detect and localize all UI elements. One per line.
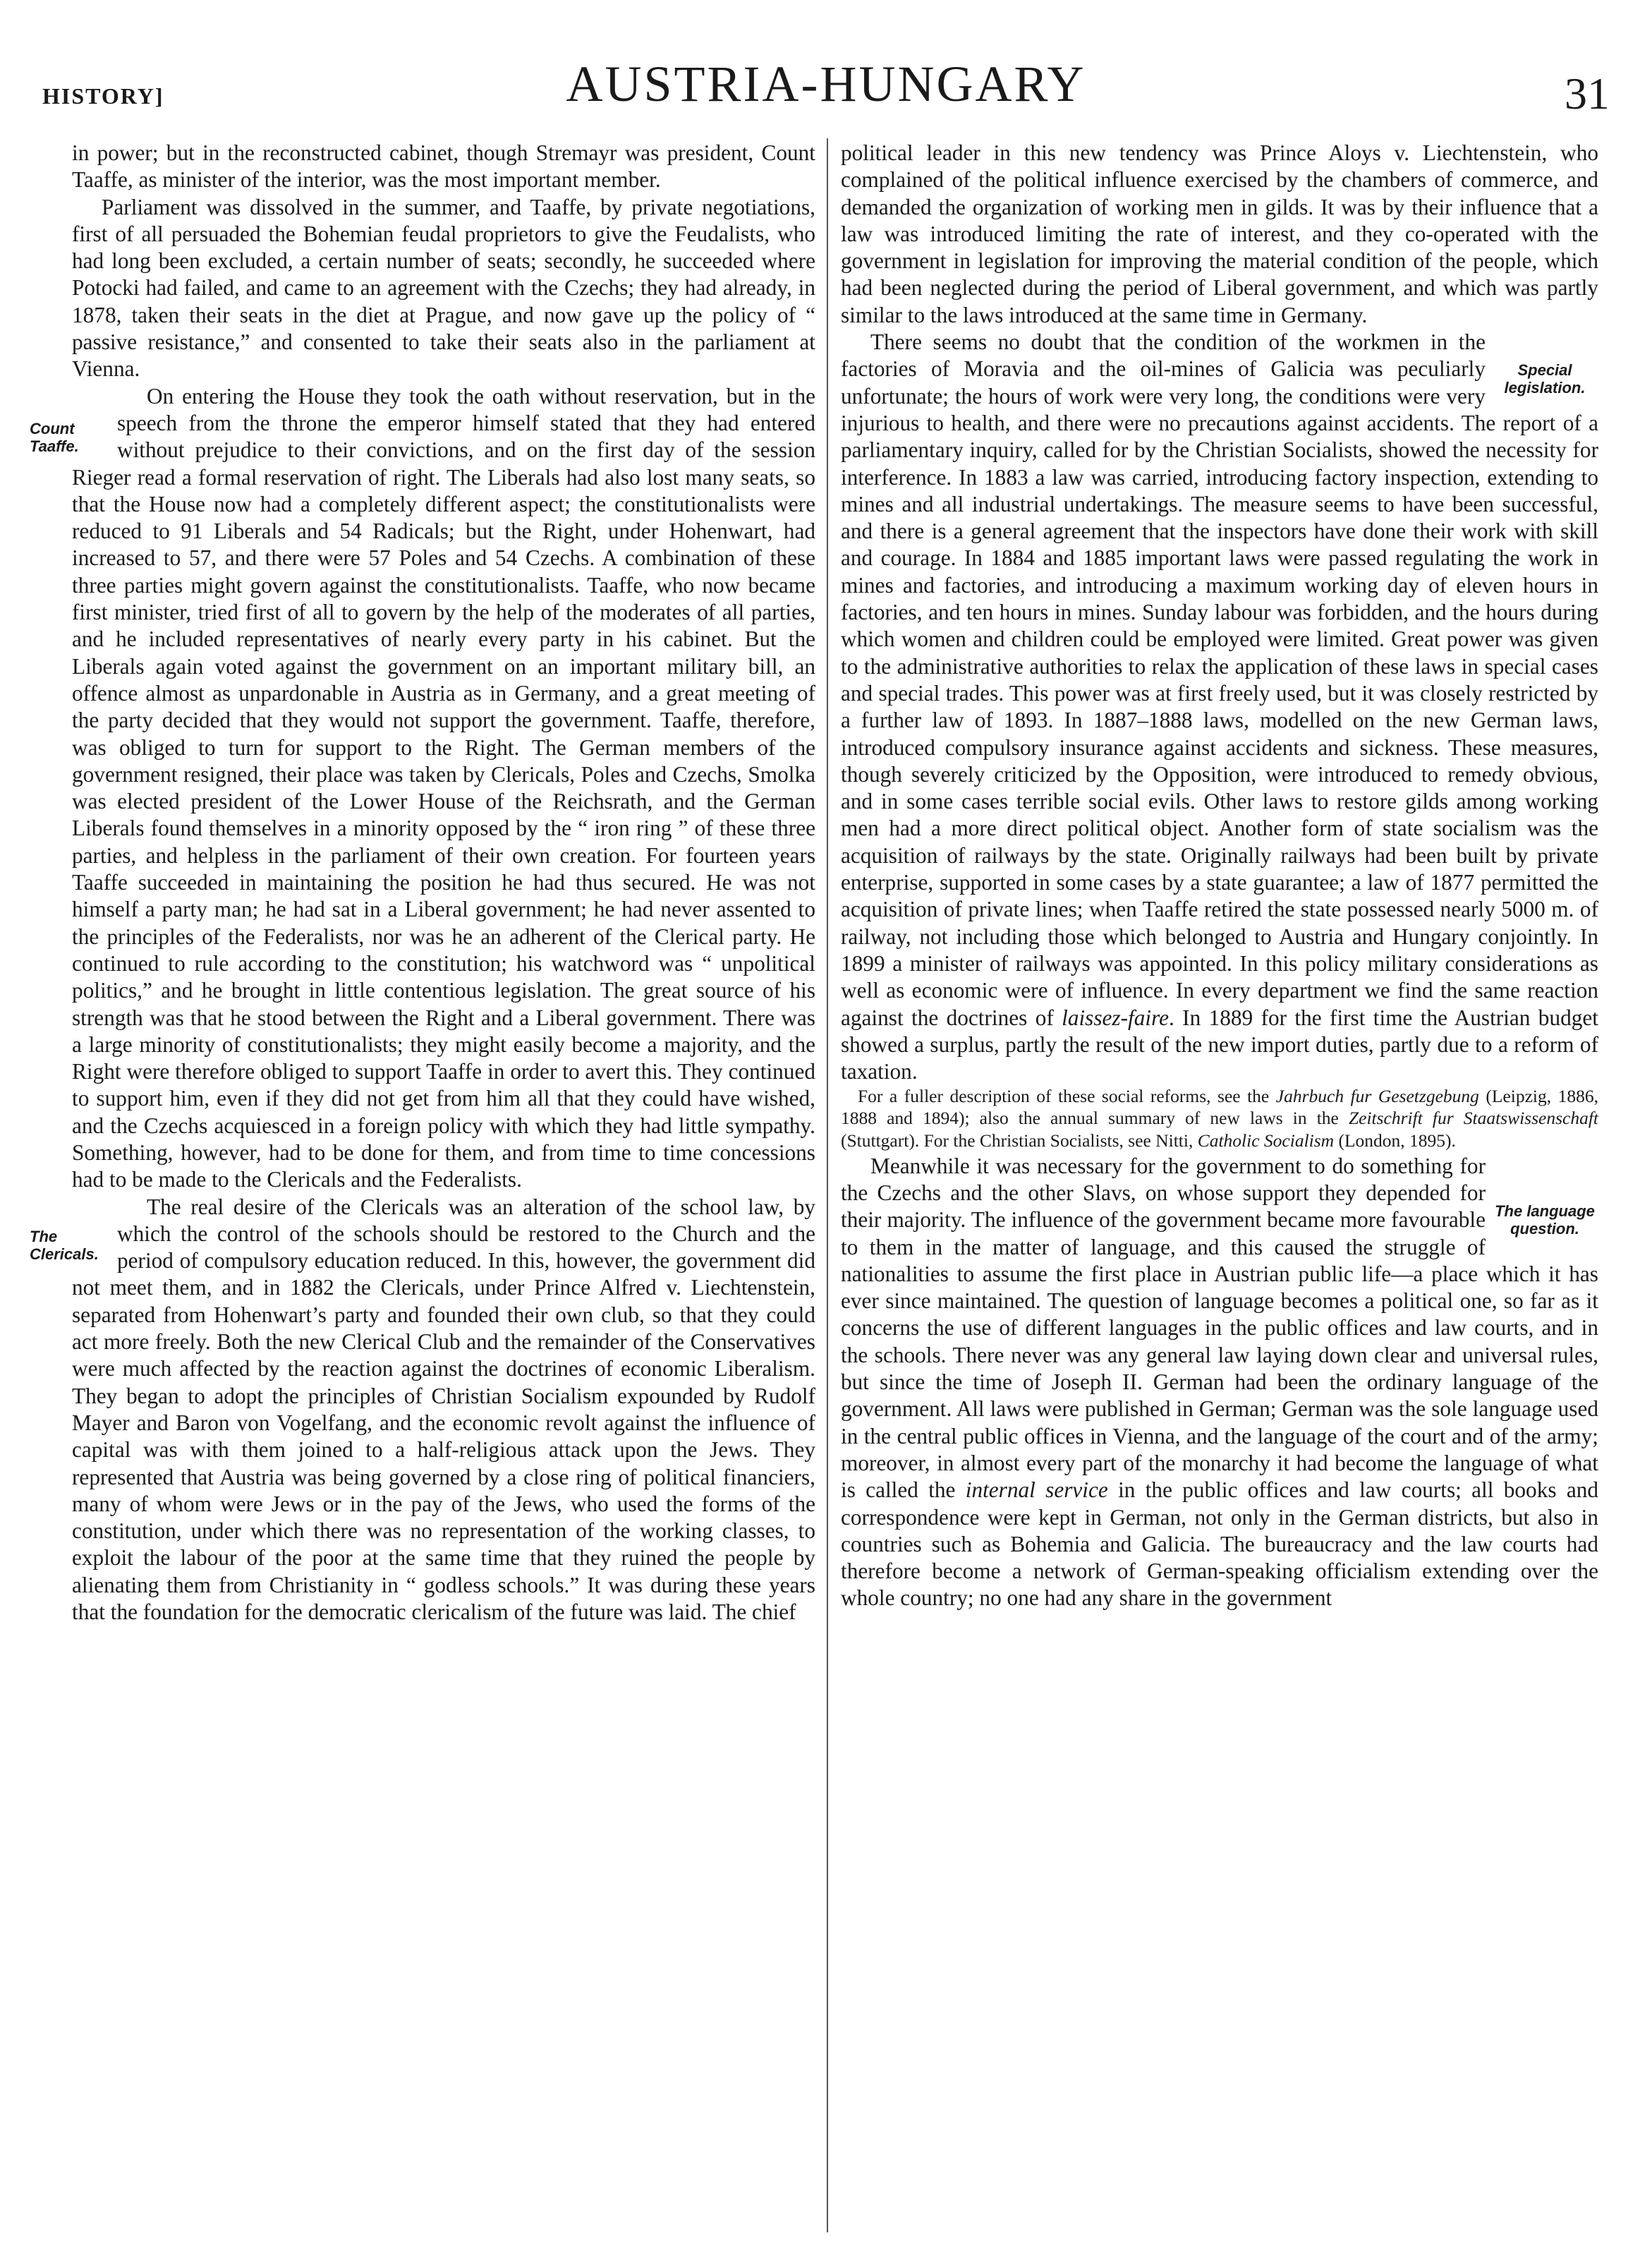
sidenote-count-taaffe: Count Taaffe. bbox=[30, 419, 79, 455]
paragraph-text: There seems no doubt that the condition of the workmen in the factories of Moravia and the oil-mines of Galicia was peculiarly unfortunate; the hours of work were very long, the conditions were very injurious to health, and there were no precautions against accidents. The report of a parliamentary inquiry, called for by the Christian Socialists, showed the necessity for interference. In 1883 a law was carried, introducing factory inspection, extending to mines and all industrial undertakings. The measure seems to have been successful, and there is a general agreement that the inspectors have done their work with skill and courage. In 1884 and 1885 important laws were passed regulating the work in mines and factories, and introducing a maximum working day of eleven hours in factories, and ten hours in mines. Sunday labour was forbidden, and the hours during which women and children could be employed were limited. Great power was given to the administrative authorities to relax the application of these laws in special cases and special trades. This power was at first freely used, but it was closely restricted by a further law of 1893. In 1887–1888 laws, modelled on the new German laws, introduced compulsory insurance against accidents and sickness. These measures, though severely criticized by the Opposition, were introduced to remedy obvious, and in some cases terrible social evils. Other laws to restore gilds among working men had a more direct political object. Another form of state socialism was the acquisition of railways by the state. Originally railways had been built by private enterprise, supported in some cases by a state guarantee; a law of 1877 permitted the acquisition of private lines; when Taaffe retired the state possessed nearly 5000 m. of railway, not including those which belonged to Austria and Hungary conjointly. In 1899 a minister of railways was appointed. In this policy military considerations as well as economic were of influence. In every department we find the same reaction against the doctrines of bbox=[841, 329, 1598, 1030]
note-text: For a fuller description of these social reforms, see the bbox=[858, 1086, 1270, 1107]
paragraph-text: Meanwhile it was necessary for the government to do something for the Czechs and the other Slavs, on whose support they depended for their majority. The influence of the government became more favourable to them in the matter of language, and this caused the struggle of nationalities to assume the first place in Austrian public life—a place which it has ever since maintained. The question of language becomes a political one, so far as it concerns the use of different languages in the public offices and law courts, and in the schools. There never was any general law laying down clear and universal rules, but since the time of Joseph II. German had been the ordinary language of the government. All laws were published in German; German was the sole language used in the central public offices in Vienna, and the language of the court and of the army; moreover, in almost every part of the monarchy it had become the language of what is called the bbox=[841, 1153, 1598, 1503]
note-title: Jahrbuch fur Gesetzgebung bbox=[1275, 1086, 1479, 1107]
sidenote-language-question: The language question. bbox=[1495, 1202, 1595, 1238]
paragraph: political leader in this new tendency was Prince Aloys v. Liechtenstein, who complained of the political influence exercised by the chambers of commerce, and demanded the organization of working men in gilds. It was by their influence that a law was introduced limiting the rate of interest, and they co-operated with the government in legislation for improving the material condition of the people, which had been neglected during the period of Liberal government, and which was partly similar to the laws introduced at the same time in Germany. bbox=[841, 140, 1598, 327]
paragraph: in power; but in the reconstructed cabinet, though Stremayr was president, Count Taaffe, as minister of the interior, was the most important member. bbox=[72, 140, 815, 193]
bibliography-note bbox=[841, 1085, 1598, 1151]
italic-term: laissez-faire bbox=[1062, 1005, 1169, 1030]
note-text: (London, 1895). bbox=[1338, 1130, 1456, 1151]
sidenote-the-clericals: The Clericals. bbox=[30, 1227, 99, 1263]
note-title: Catholic Socialism bbox=[1197, 1130, 1335, 1151]
left-column bbox=[30, 140, 815, 1626]
paragraph: Parliament was dissolved in the summer, and Taaffe, by private negotiations, first of all persuaded the Bohemian feudal proprietors to give the Feudalists, who had long been excluded, a certain number of seats; secondly, he succeeded where Potocki had failed, and came to an agreement with the Czechs; they had already, in 1878, taken their seats in the diet at Prague, and now gave up the policy of “ passive resistance,” and consented to take their seats also in the parliament at Vienna. bbox=[72, 194, 815, 382]
sidenote-special-legislation: Special legislation. bbox=[1504, 361, 1586, 397]
paragraph-text: in the public offices and law courts; all books and correspondence were kept in German, not only in the German districts, but also in countries such as Bohemia and Galicia. The bureaucracy and the law courts had therefore become a network of German-speaking officialism extending over the whole country; no one had any share in the government bbox=[841, 1477, 1599, 1611]
note-text: (Leipzig, 1886, 1888 and 1894); also the annual summary of new laws in the bbox=[841, 1086, 1599, 1129]
paragraph-text: The real desire of the Clericals was an alteration of the school law, by which the control of the schools should be restored to the Church and the period of compulsory education reduced. In this, however, the government did not meet them, and in 1882 the Clericals, under Prince Alfred v. Liechtenstein, separated from Hohenwart’s party and founded their own club, so that they could act more freely. Both the new Clerical Club and the remainder of the Conservatives were much affected by the reaction against the doctrines of economic Liberalism. They began to adopt the principles of Christian Socialism expounded by Rudolf Mayer and Baron von Vogelfang, and the economic revolt against the influence of capital was with them joined to a half-religious attack upon the Jews. They represented that Austria was being governed by a close ring of political financiers, many of whom were Jews or in the pay of the Jews, who used the forms of the constitution, under which there was no representation of the working classes, to exploit the labour of the poor at the same time that they ruined the people by alienating them from Christianity in “ godless schools.” It was during these years that the foundation for the democratic clericalism of the future was laid. The chief bbox=[72, 1194, 815, 1625]
running-head-section: HISTORY] bbox=[42, 83, 164, 109]
paragraph bbox=[30, 1194, 815, 1626]
paragraph-text: . In 1889 for the first time the Austrian budget showed a surplus, partly the result of the new import duties, partly due to a reform of taxation. bbox=[841, 1005, 1598, 1084]
page-number: 31 bbox=[1565, 68, 1610, 119]
paragraph bbox=[30, 383, 815, 1194]
paragraph bbox=[841, 1153, 1598, 1612]
column-divider bbox=[827, 138, 828, 2232]
note-title: Zeitschrift fur Staatswissenschaft bbox=[1348, 1108, 1598, 1129]
running-head-title: AUSTRIA-HUNGARY bbox=[566, 56, 1086, 112]
note-text: (Stuttgart). For the Christian Socialists, see Nitti, bbox=[841, 1130, 1194, 1151]
paragraph-text: On entering the House they took the oath without reservation, but in the speech from the throne the emperor himself stated that they had entered without prejudice to their convictions, and on the first day of the session Rieger read a formal reservation of right. The Liberals had also lost many seats, so that the House now had a completely different aspect; the constitutionalists were reduced to 91 Liberals and 54 Radicals; but the Right, under Hohenwart, had increased to 57, and there were 57 Poles and 54 Czechs. A combination of these three parties might govern against the constitutionalists. Taaffe, who now became first minister, tried first of all to govern by the help of the moderates of all parties, and he included representatives of nearly every party in his cabinet. But the Liberals again voted against the government on an important military bill, an offence almost as unpardonable in Austria as in Germany, and a great meeting of the party decided that they would not support the government. Taaffe, therefore, was obliged to turn for support to the Right. The German members of the government resigned, their place was taken by Clericals, Poles and Czechs, Smolka was elected president of the Lower House of the Reichsrath, and the German Liberals found themselves in a minority opposed by the “ iron ring ” of these three parties, and helpless in the parliament of their own creation. For fourteen years Taaffe succeeded in maintaining the position he had thus secured. He was not himself a party man; he had sat in a Liberal government; he had never assented to the principles of the Federalists, nor was he an adherent of the Clerical party. He continued to rule according to the constitution; his watchword was “ unpolitical politics,” and he brought in little contentious legislation. The great source of his strength was that he stood between the Right and a Liberal government. There was a large minority of constitutionalists; they might easily become a majority, and the Right were therefore obliged to support Taaffe in order to avert this. They continued to support him, even if they did not get from him all that they could have wished, and the Czechs acquiesced in a foreign policy with which they had little sympathy. Something, however, had to be done for them, and from time to time concessions had to be made to the Clericals and the Federalists. bbox=[72, 383, 815, 1192]
italic-term: internal service bbox=[965, 1477, 1108, 1503]
paragraph bbox=[841, 329, 1598, 1085]
right-column bbox=[841, 140, 1598, 1612]
